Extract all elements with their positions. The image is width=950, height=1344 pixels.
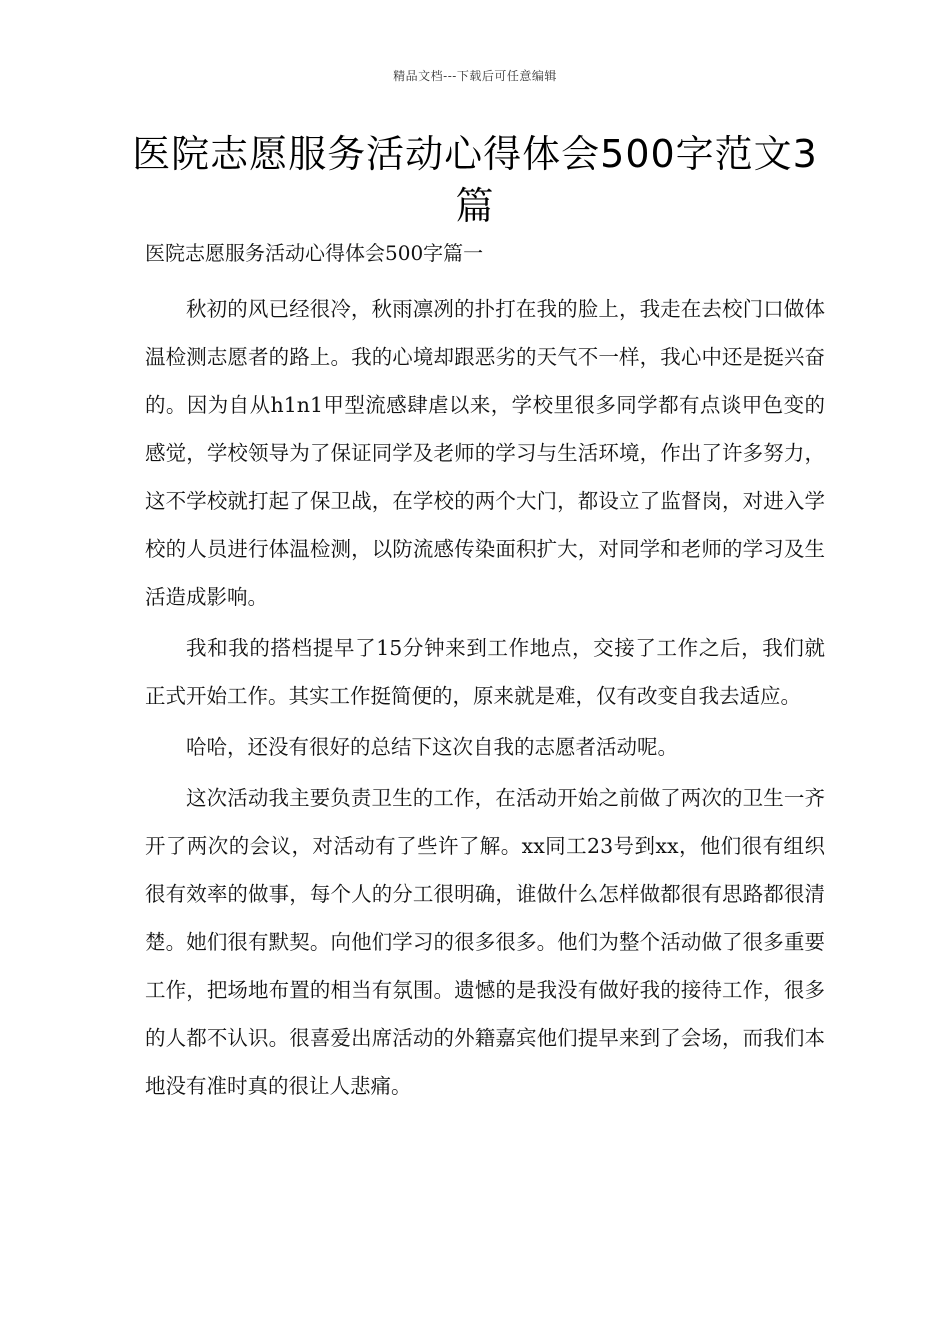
document-title: 医院志愿服务活动心得体会500字范文3篇 <box>132 132 818 228</box>
header-note: 精品文档---下载后可任意编辑 <box>393 69 557 83</box>
paragraph: 秋初的风已经很冷，秋雨凛冽的扑打在我的脸上，我走在去校门口做体温检测志愿者的路上。我的心境却跟恶劣的天气不一样，我心中还是挺兴奋的。因为自从h1n1甲型流感肆虐以来，学校里很多同学都有点谈甲色变的感觉，学校领导为了保证同学及老师的学习与生活环境，作出了许多努力，这不学校就打起了保卫战，在学校的两个大门，都设立了监督岗，对进入学校的人员进行体温检测，以防流感传染面积扩大，对同学和老师的学习及生活造成影响。 <box>145 297 825 609</box>
section-subtitle: 医院志愿服务活动心得体会500字篇一 <box>145 241 484 265</box>
body-text <box>145 285 825 1113</box>
paragraph: 我和我的搭档提早了15分钟来到工作地点，交接了工作之后，我们就正式开始工作。其实工作挺简便的，原来就是难，仅有改变自我去适应。 <box>145 636 825 708</box>
paragraph: 哈哈，还没有很好的总结下这次自我的志愿者活动呢。 <box>186 735 678 759</box>
paragraph: 这次活动我主要负责卫生的工作，在活动开始之前做了两次的卫生一齐开了两次的会议，对活动有了些许了解。xx同工23号到xx，他们很有组织很有效率的做事，每个人的分工很明确，谁做什么怎样做都很有思路都很清楚。她们很有默契。向他们学习的很多很多。他们为整个活动做了很多重要工作，把场地布置的相当有氛围。遗憾的是我没有做好我的接待工作，很多的人都不认识。很喜爱出席活动的外籍嘉宾他们提早来到了会场，而我们本地没有准时真的很让人悲痛。 <box>145 786 825 1098</box>
